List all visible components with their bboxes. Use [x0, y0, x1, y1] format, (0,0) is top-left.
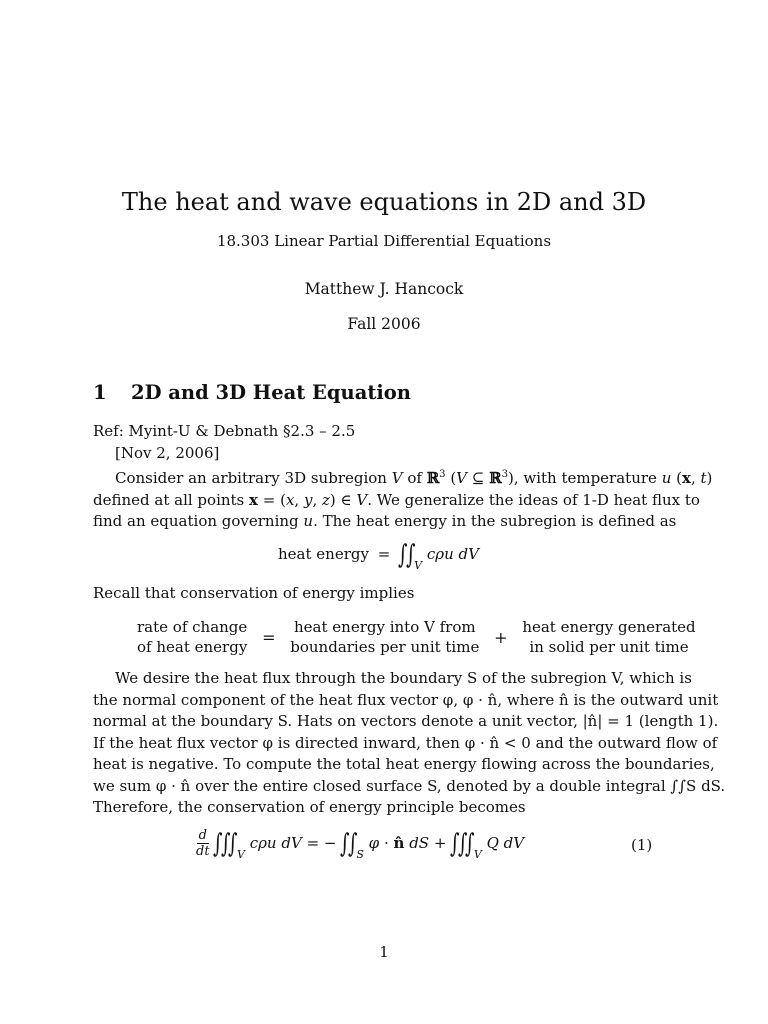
generation-term: heat energy generated in solid per unit time: [522, 618, 696, 656]
rate-term: rate of change of heat energy: [137, 618, 248, 656]
intro-paragraph: [93, 421, 713, 533]
conservation-word-equation: rate of change of heat energy = heat energy into V from boundaries per unit time + heat energy generated in solid per unit time: [137, 618, 696, 656]
reference-line: Ref: Myint-U & Debnath §2.3 – 2.5: [93, 422, 356, 440]
intro-line-1: Consider an arbitrary 3D subregion V of ℝ$^3$ (V ⊆ ℝ$^3$), with temperature u (x, t): [115, 469, 713, 487]
course-name: 18.303 Linear Partial Differential Equations: [216, 232, 552, 250]
author-name: Matthew J. Hancock: [304, 280, 464, 298]
intro-line-2: defined at all points x = (x, y, z) ∈ V. We generalize the ideas of 1-D heat flux to: [93, 490, 700, 509]
boundary-term: heat energy into V from boundaries per unit time: [290, 618, 480, 656]
energy-conservation-equation: $\frac{d}{dt} \int\int\int_V$ cρu dV = − $\int\int_S$ φ · n̂ dS + $\int\int\int_V$ Q dV: [196, 828, 525, 861]
page-number: 1: [379, 943, 389, 961]
date-note: [Nov 2, 2006]: [115, 443, 220, 462]
intro-line-3: find an equation governing u. The heat energy in the subregion is defined as: [93, 512, 677, 530]
heat-energy-label: heat energy: [278, 545, 369, 563]
section-title: 2D and 3D Heat Equation: [131, 381, 411, 404]
paper-title: The heat and wave equations in 2D and 3D: [121, 188, 647, 216]
term-date: Fall 2006: [347, 315, 421, 333]
equation-number: (1): [631, 836, 653, 854]
section-number: 1: [93, 381, 107, 404]
recall-line: Recall that conservation of energy implies: [93, 584, 415, 602]
heat-energy-equation: heat energy = $\int\int_V$ cρu dV: [278, 540, 479, 572]
integrand: cρu dV: [426, 545, 479, 563]
section-heading: [93, 381, 411, 404]
flux-paragraph: We desire the heat flux through the boundary S of the subregion V, which is the normal component of the heat flux vector φ, φ · n̂, where n̂ is the outward unit normal at the boundary S. Hats on vectors denote a unit vector, |n̂| = 1 (length 1). If the heat flux vector φ is directed inward, then φ · n̂ < 0 and the outward flow of heat is negative. To compute the total heat energy flowing across the boundaries, we sum φ · n̂ over the entire closed surface S, denoted by a double integral ∫∫S dS. Therefore, the conservation of energy principle becomes: [93, 669, 726, 816]
